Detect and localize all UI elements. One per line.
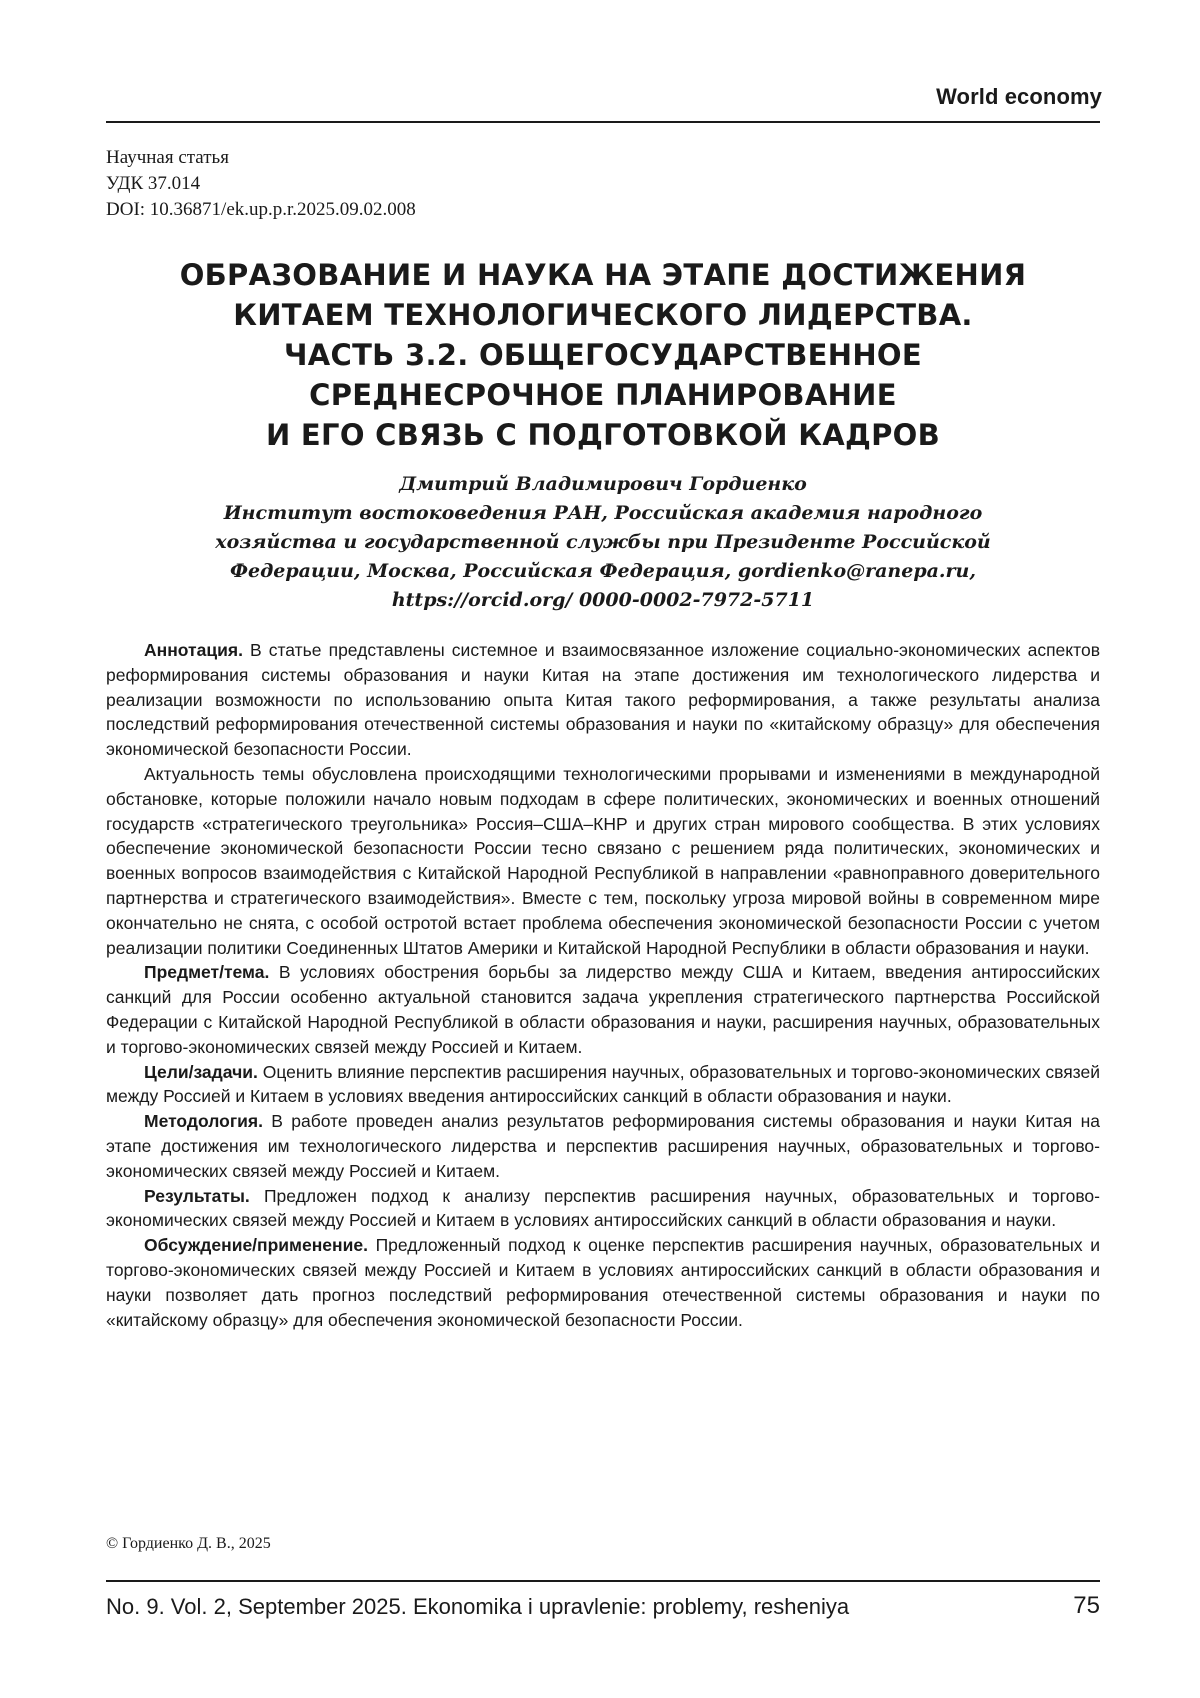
methodology-paragraph [106, 1109, 1100, 1183]
author-orcid: https://orcid.org/ 0000-0002-7972-5711 [391, 589, 815, 611]
goals-heading: Цели/задачи. [144, 1061, 258, 1082]
subject-paragraph [106, 960, 1100, 1059]
title-line: ОБРАЗОВАНИЕ И НАУКА НА ЭТАПЕ ДОСТИЖЕНИЯ [179, 258, 1027, 292]
copyright-notice: © Гордиенко Д. В., 2025 [106, 1535, 271, 1552]
methodology-text: В работе проведен анализ результатов реформирования системы образования и науки Китая на этапе достижения им технологического лидерства и перспектив расширения научных, образовательных и торгово-экономических связей между Россией и Китаем. [106, 1111, 1100, 1181]
methodology-heading: Методология. [144, 1111, 263, 1132]
relevance-paragraph [106, 762, 1100, 960]
author-affiliation-line: Институт востоковедения РАН, Российская академия народного [223, 502, 983, 524]
section-label: World economy [936, 84, 1102, 109]
abstract-heading: Аннотация. [144, 640, 243, 660]
results-paragraph [106, 1184, 1100, 1234]
relevance-text: Актуальность темы обусловлена происходящими технологическими прорывами и изменениями в международной обстановке, которые положили начало новым подходам в сфере политических, экономических и военных отношений государств «стратегического треугольника» Россия–США–КНР и других стран мирового сообщества. В этих условиях обеспечение экономической безопасности России тесно связано с решением ряда политических, экономических и военных вопросов взаимодействия с Китайской Народной Республикой в направлении «равноправного доверительного партнерства и стратегического взаимодействия». Вместе с тем, поскольку угроза мировой войны в современном мире окончательно не снята, с особой остротой встает проблема обеспечения экономической безопасности России с учетом реализации политики Соединенных Штатов Америки и Китайской Народной Республики в области образования и науки. [106, 763, 1100, 958]
doi: DOI: 10.36871/ek.up.p.r.2025.09.02.008 [106, 199, 416, 220]
discussion-text: Предложенный подход к оценке перспектив расширения научных, образовательных и торгово-экономических связей между Россией и Китаем в условиях антироссийских санкций в области образования и науки позволяет дать прогноз последствий реформирования отечественной системы образования и науки по «китайскому образцу» для обеспечения экономической безопасности России. [106, 1235, 1100, 1330]
results-text: Предложен подход к анализу перспектив расширения научных, образовательных и торгово-экономических связей между Россией и Китаем в условиях антироссийских санкций в области образования и науки. [106, 1185, 1100, 1231]
author-affiliation-line: хозяйства и государственной службы при Президенте Российской [215, 531, 991, 553]
title-line: КИТАЕМ ТЕХНОЛОГИЧЕСКОГО ЛИДЕРСТВА. [233, 298, 973, 332]
footer-divider [106, 1580, 1100, 1582]
subject-text: В условиях обострения борьбы за лидерство между США и Китаем, введения антироссийских санкций для России особенно актуальной становится задача укрепления стратегического партнерства Российской Федерации с Китайской Народной Республикой в области образования и науки, расширения научных, образовательных и торгово-экономических связей между Россией и Китаем. [106, 962, 1100, 1057]
abstract [106, 638, 1100, 1332]
goals-text: Оценить влияние перспектив расширения научных, образовательных и торгово-экономических связей между Россией и Китаем в условиях введения антироссийских санкций в области образования и науки. [106, 1061, 1101, 1107]
abstract-paragraph [106, 638, 1100, 762]
discussion-heading: Обсуждение/применение. [144, 1235, 368, 1256]
subject-heading: Предмет/тема. [144, 962, 270, 983]
author-block [106, 470, 1100, 615]
page-number: 75 [1073, 1592, 1100, 1619]
article-title [106, 255, 1100, 455]
abstract-text: В статье представлены системное и взаимосвязанное изложение социально-экономических аспектов реформирования системы образования и науки Китая на этапе достижения им технологического лидерства и реализации возможности по использованию опыта Китая такого реформирования, а также результаты анализа последствий реформирования отечественной системы образования и науки по «китайскому образцу» для обеспечения экономической безопасности России. [106, 640, 1100, 760]
goals-paragraph [106, 1060, 1100, 1110]
results-heading: Результаты. [144, 1185, 250, 1206]
footer-journal-info: No. 9. Vol. 2, September 2025. Ekonomika i upravlenie: problemy, resheniya [106, 1594, 850, 1619]
author-affiliation-line: Федерации, Москва, Российская Федерация, gordienko@ranepa.ru, [229, 560, 976, 582]
title-line: СРЕДНЕСРОЧНОЕ ПЛАНИРОВАНИЕ [309, 378, 897, 412]
article-type: Научная статья [106, 147, 229, 168]
title-line: И ЕГО СВЯЗЬ С ПОДГОТОВКОЙ КАДРОВ [265, 418, 941, 452]
header-divider [106, 121, 1100, 123]
title-line: ЧАСТЬ 3.2. ОБЩЕГОСУДАРСТВЕННОЕ [284, 338, 922, 372]
udc-code: УДК 37.014 [106, 173, 201, 194]
discussion-paragraph [106, 1233, 1100, 1332]
author-name: Дмитрий Владимирович Гордиенко [399, 473, 807, 495]
article-meta [106, 145, 416, 223]
